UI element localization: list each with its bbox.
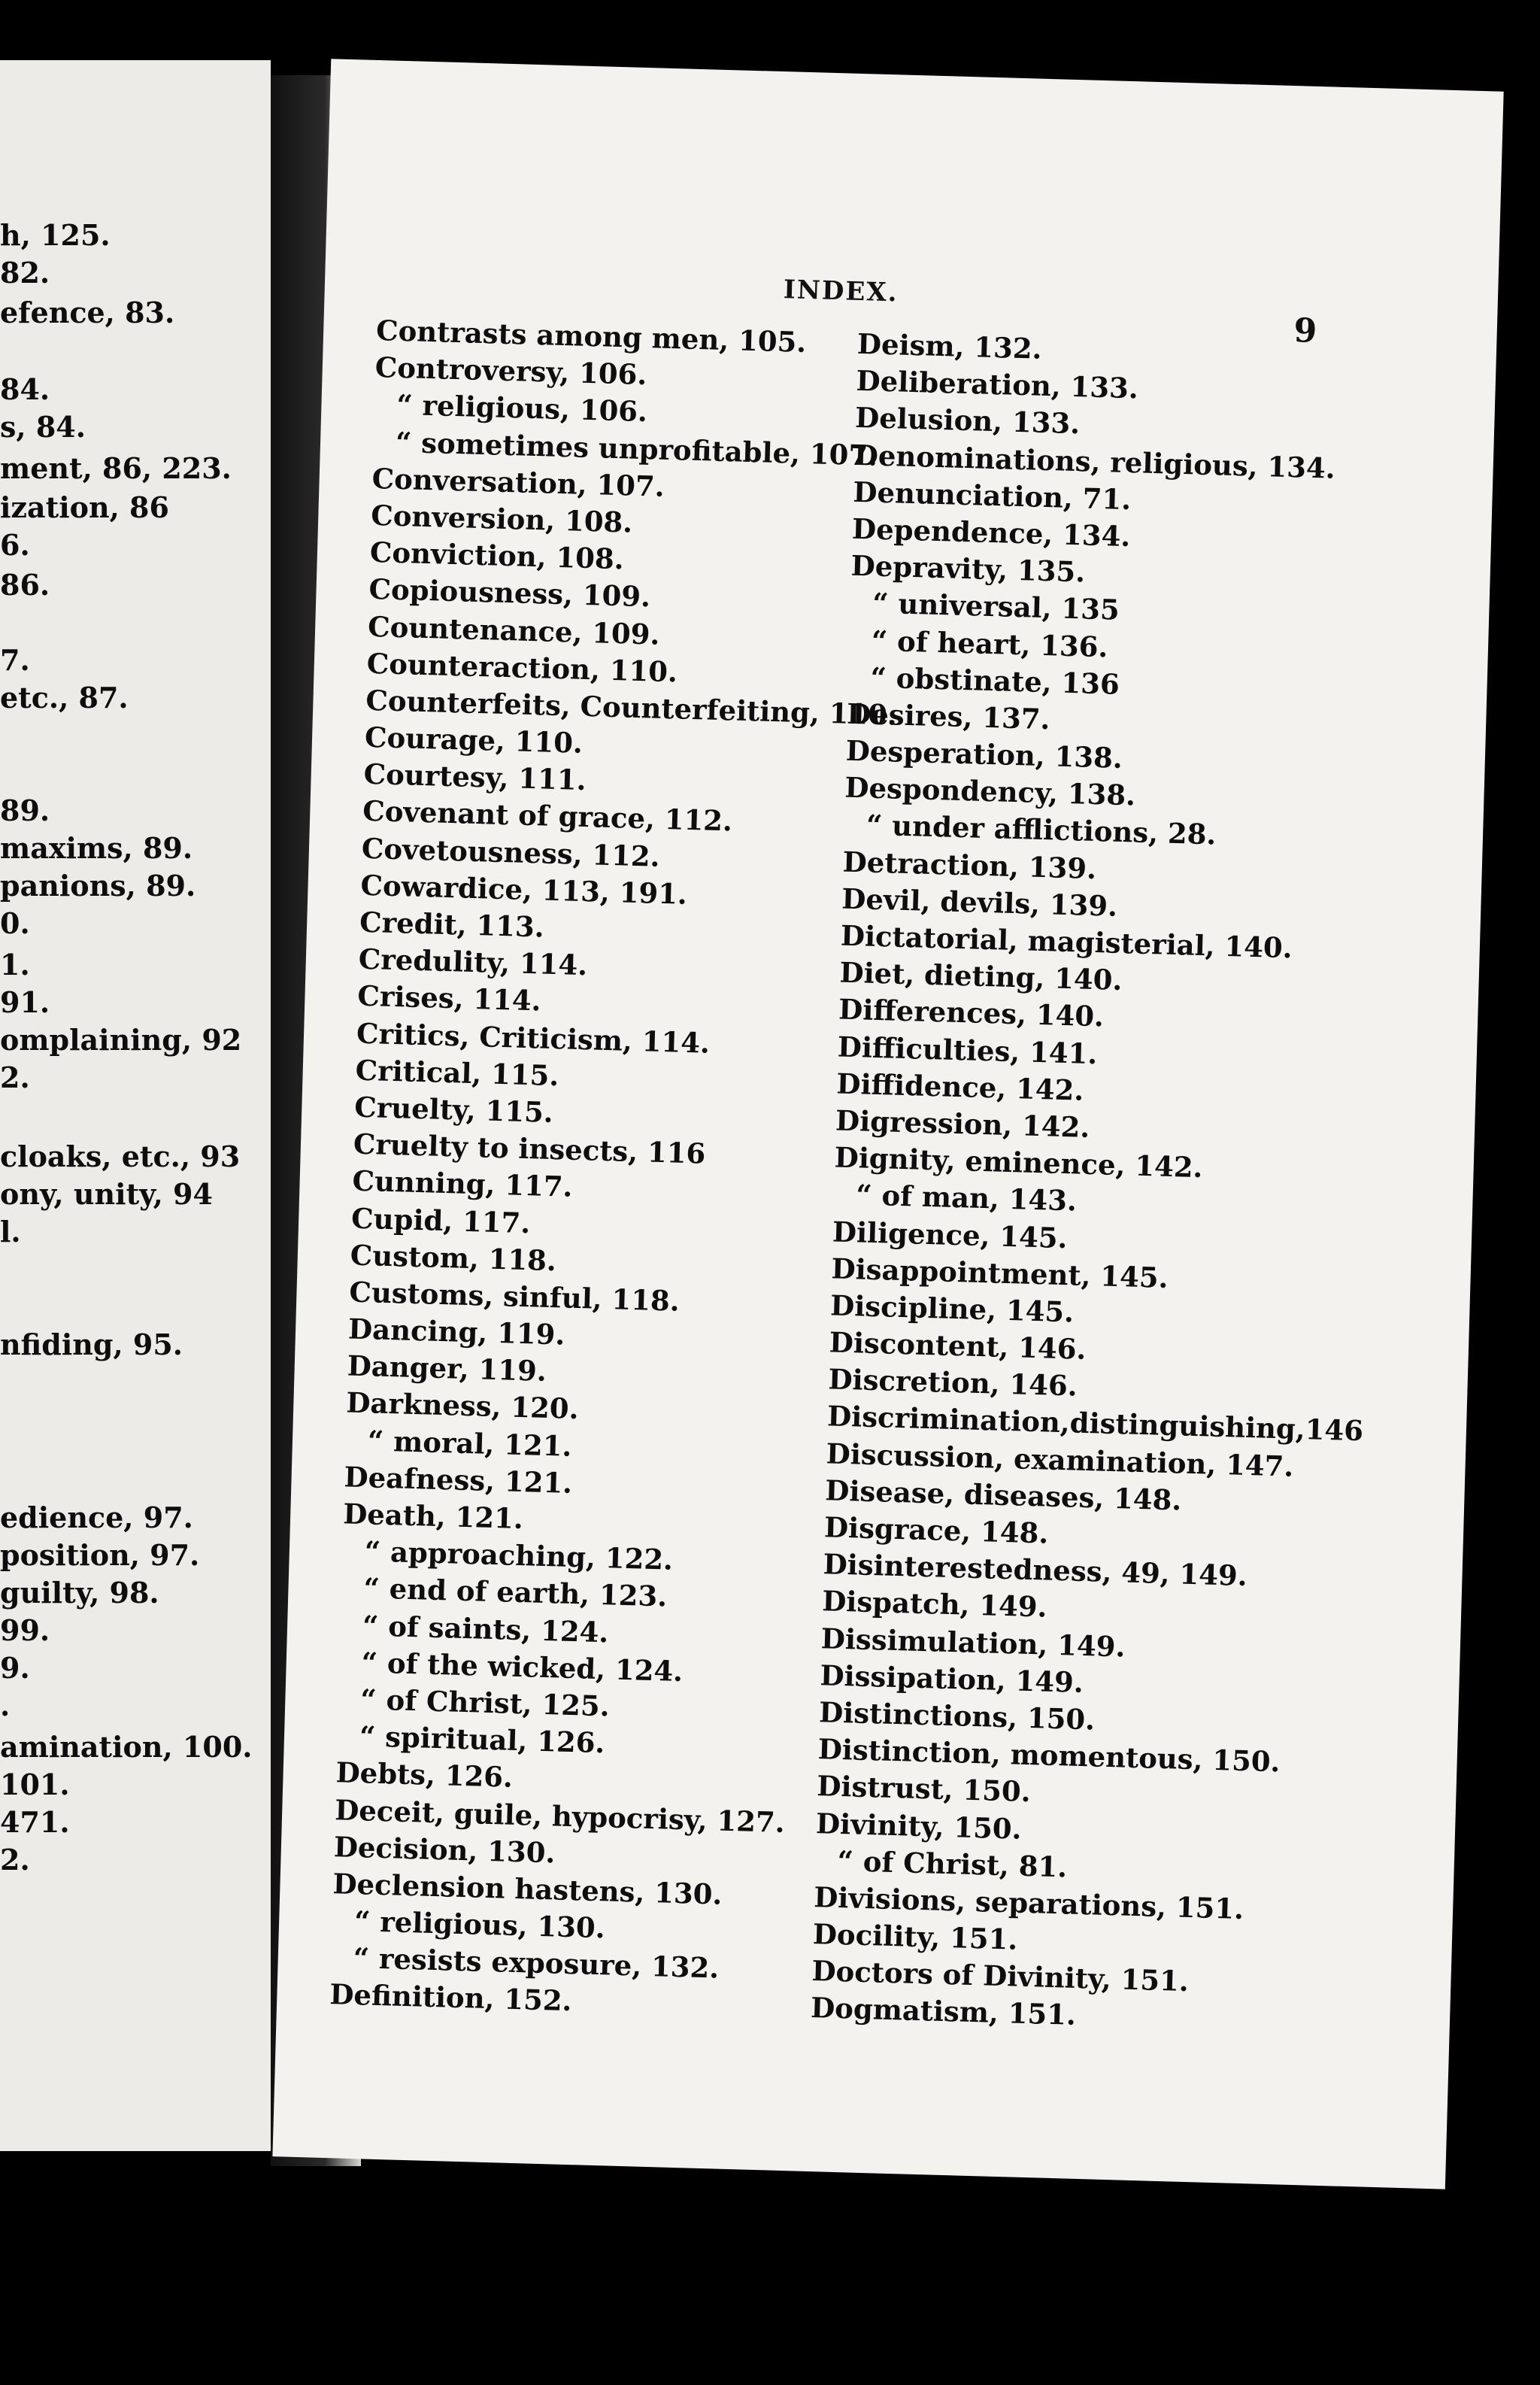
index-entry: Disappointment, 145. [831, 1252, 1169, 1294]
left-page-line: ization, 86 [0, 490, 169, 524]
index-entry: Desires, 137. [846, 696, 1051, 736]
left-page-line: 7. [0, 643, 30, 677]
index-entry: Diligence, 145. [832, 1214, 1069, 1255]
left-page-line: 86. [0, 568, 50, 602]
index-entry: Customs, sinful, 118. [348, 1275, 681, 1318]
index-entry: Digression, 142. [835, 1103, 1090, 1144]
index-entry: Discussion, examination, 147. [826, 1436, 1294, 1483]
index-entry: Dancing, 119. [347, 1312, 565, 1352]
index-entry: Dissimulation, 149. [820, 1621, 1126, 1664]
index-subentry: “ approaching, 122. [364, 1534, 674, 1576]
index-subentry: “ religious, 130. [353, 1904, 606, 1945]
index-subentry: “ of Christ, 125. [359, 1683, 611, 1723]
index-entry: Discipline, 145. [829, 1288, 1075, 1329]
index-subentry: “ moral, 121. [367, 1423, 572, 1463]
index-entry: Disgrace, 148. [823, 1510, 1049, 1550]
left-page-line: 101. [0, 1768, 70, 1801]
index-subentry: “ resists exposure, 132. [353, 1941, 720, 1985]
index-entry: Deliberation, 133. [856, 364, 1139, 405]
left-page-line: 6. [0, 528, 30, 562]
index-entry: Danger, 119. [347, 1349, 547, 1388]
index-entry: Debts, 126. [335, 1755, 514, 1795]
index-entry: Cruelty to insects, 116 [353, 1127, 706, 1170]
left-page-line: 82. [0, 256, 50, 290]
index-entry: Distrust, 150. [816, 1769, 1032, 1809]
index-entry: Difficulties, 141. [837, 1030, 1098, 1070]
index-entry: Courage, 110. [364, 720, 584, 760]
left-page-line: h, 125. [0, 218, 111, 252]
index-subentry: “ under afflictions, 28. [865, 808, 1217, 851]
index-entry: Discretion, 146. [827, 1362, 1078, 1403]
index-entry: Counteraction, 110. [366, 646, 678, 689]
index-column-right [810, 326, 1364, 2040]
index-entry: Deceit, guile, hypocrisy, 127. [334, 1792, 786, 1839]
index-subentry: “ obstinate, 136 [870, 660, 1120, 701]
left-page-line: panions, 89. [0, 869, 196, 903]
index-entry: Critical, 115. [355, 1053, 559, 1092]
index-entry: Copiousness, 109. [368, 572, 651, 614]
index-entry: Cunning, 117. [352, 1164, 574, 1204]
index-entry: Docility, 151. [812, 1917, 1018, 1956]
index-entry: Detraction, 139. [842, 845, 1097, 885]
index-entry: Differences, 140. [838, 992, 1105, 1033]
left-page-line: . [0, 1689, 11, 1722]
index-entry: Distinction, momentous, 150. [817, 1732, 1281, 1779]
left-page-text [0, 60, 271, 2151]
index-entry: Denunciation, 71. [852, 475, 1132, 516]
index-entry: Conversion, 108. [370, 498, 633, 539]
left-page-line: 89. [0, 793, 50, 827]
index-entry: Deism, 132. [856, 326, 1043, 366]
left-page-line: omplaining, 92 [0, 1023, 242, 1057]
left-page-line: etc., 87. [0, 681, 129, 715]
index-entry: Dictatorial, magisterial, 140. [840, 918, 1293, 965]
left-page-line: s, 84. [0, 410, 86, 444]
index-entry: Dogmatism, 151. [810, 1991, 1077, 2032]
index-entry: Decision, 130. [333, 1829, 556, 1870]
index-entry: Conviction, 108. [369, 536, 625, 576]
index-entry: Covenant of grace, 112. [362, 794, 733, 838]
left-page-line: 99. [0, 1613, 50, 1647]
index-entry: Death, 121. [342, 1497, 524, 1536]
left-page-line: cloaks, etc., 93 [0, 1139, 241, 1173]
index-entry: Courtesy, 111. [363, 757, 587, 797]
left-page-line: 1. [0, 948, 30, 982]
index-entry: Cowardice, 113, 191. [360, 868, 688, 911]
left-page-line: maxims, 89. [0, 831, 193, 865]
index-entry: Divisions, separations, 151. [813, 1880, 1244, 1925]
index-entry: Credit, 113. [359, 905, 545, 944]
left-page-line: 84. [0, 372, 50, 406]
index-entry: Dependence, 134. [851, 511, 1131, 554]
running-title: INDEX. [783, 275, 899, 308]
index-entry: Deafness, 121. [344, 1460, 573, 1500]
index-entry: Contrasts among men, 105. [375, 314, 807, 360]
index-entry: Distinctions, 150. [818, 1695, 1096, 1737]
index-entry: Crises, 114. [356, 979, 542, 1018]
index-entry: Definition, 152. [329, 1977, 573, 2018]
index-column-left [329, 312, 898, 2026]
index-entry: Discontent, 146. [829, 1325, 1087, 1366]
index-subentry: “ of the wicked, 124. [361, 1645, 684, 1688]
index-entry: Credulity, 114. [358, 942, 588, 982]
index-entry: Dignity, eminence, 142. [834, 1140, 1204, 1185]
left-page-line: position, 97. [0, 1538, 200, 1572]
left-page-line: 2. [0, 1061, 30, 1094]
index-entry: Conversation, 107. [371, 461, 665, 503]
index-entry: Declension hastens, 130. [332, 1867, 723, 1911]
index-subentry: “ of man, 143. [855, 1178, 1078, 1218]
index-entry: Countenance, 109. [367, 609, 661, 651]
index-entry: Disinterestedness, 49, 149. [823, 1547, 1248, 1593]
index-entry: Controversy, 106. [374, 350, 647, 392]
index-subentry: “ of saints, 124. [362, 1608, 609, 1649]
index-subentry: “ spiritual, 126. [359, 1719, 605, 1760]
index-entry: Dispatch, 149. [821, 1584, 1048, 1624]
index-subentry: “ universal, 135 [872, 586, 1120, 627]
left-page-line: 9. [0, 1651, 30, 1685]
index-entry: Dissipation, 149. [819, 1658, 1084, 1699]
index-entry: Divinity, 150. [815, 1806, 1023, 1846]
index-entry: Darkness, 120. [345, 1385, 580, 1426]
index-entry: Covetousness, 112. [361, 831, 661, 873]
page-number: 9 [1293, 311, 1318, 350]
left-page-line: ony, unity, 94 [0, 1177, 213, 1211]
left-page-line: efence, 83. [0, 296, 175, 329]
right-page [272, 59, 1503, 2189]
left-page-line: guilty, 98. [0, 1576, 159, 1610]
left-page [0, 60, 271, 2151]
index-entry: Critics, Criticism, 114. [356, 1016, 711, 1060]
left-page-line: amination, 100. [0, 1730, 253, 1764]
index-entry: Depravity, 135. [850, 548, 1086, 589]
index-entry: Discrimination,distinguishing,146 [826, 1399, 1364, 1448]
index-entry: Diffidence, 142. [835, 1067, 1084, 1107]
index-entry: Custom, 118. [350, 1238, 557, 1277]
left-page-line: 2. [0, 1843, 30, 1877]
left-page-line: 0. [0, 906, 30, 940]
left-page-line: ment, 86, 223. [0, 451, 232, 485]
left-page-line: 471. [0, 1805, 70, 1839]
index-entry: Doctors of Divinity, 151. [811, 1954, 1190, 1998]
index-entry: Devil, devils, 139. [841, 881, 1118, 923]
index-entry: Disease, diseases, 148. [824, 1473, 1182, 1517]
index-entry: Delusion, 133. [854, 401, 1081, 441]
index-subentry: “ of heart, 136. [871, 624, 1109, 663]
index-entry: Denominations, religious, 134. [853, 438, 1336, 485]
left-page-line: 91. [0, 985, 50, 1019]
left-page-line: l. [0, 1215, 21, 1249]
index-subentry: “ religious, 106. [396, 388, 648, 429]
left-page-line: nfiding, 95. [0, 1328, 183, 1361]
index-entry: Counterfeits, Counterfeiting, 110. [365, 683, 898, 732]
index-entry: Despondency, 138. [844, 770, 1136, 812]
left-page-line: edience, 97. [0, 1500, 193, 1534]
index-entry: Diet, dieting, 140. [839, 955, 1123, 997]
index-entry: Cupid, 117. [350, 1201, 531, 1240]
index-subentry: “ sometimes unprofitable, 107. [395, 425, 878, 472]
index-subentry: “ of Christ, 81. [837, 1843, 1068, 1884]
index-subentry: “ end of earth, 123. [362, 1571, 668, 1613]
index-entry: Cruelty, 115. [353, 1090, 554, 1129]
index-entry: Desperation, 138. [845, 733, 1123, 775]
